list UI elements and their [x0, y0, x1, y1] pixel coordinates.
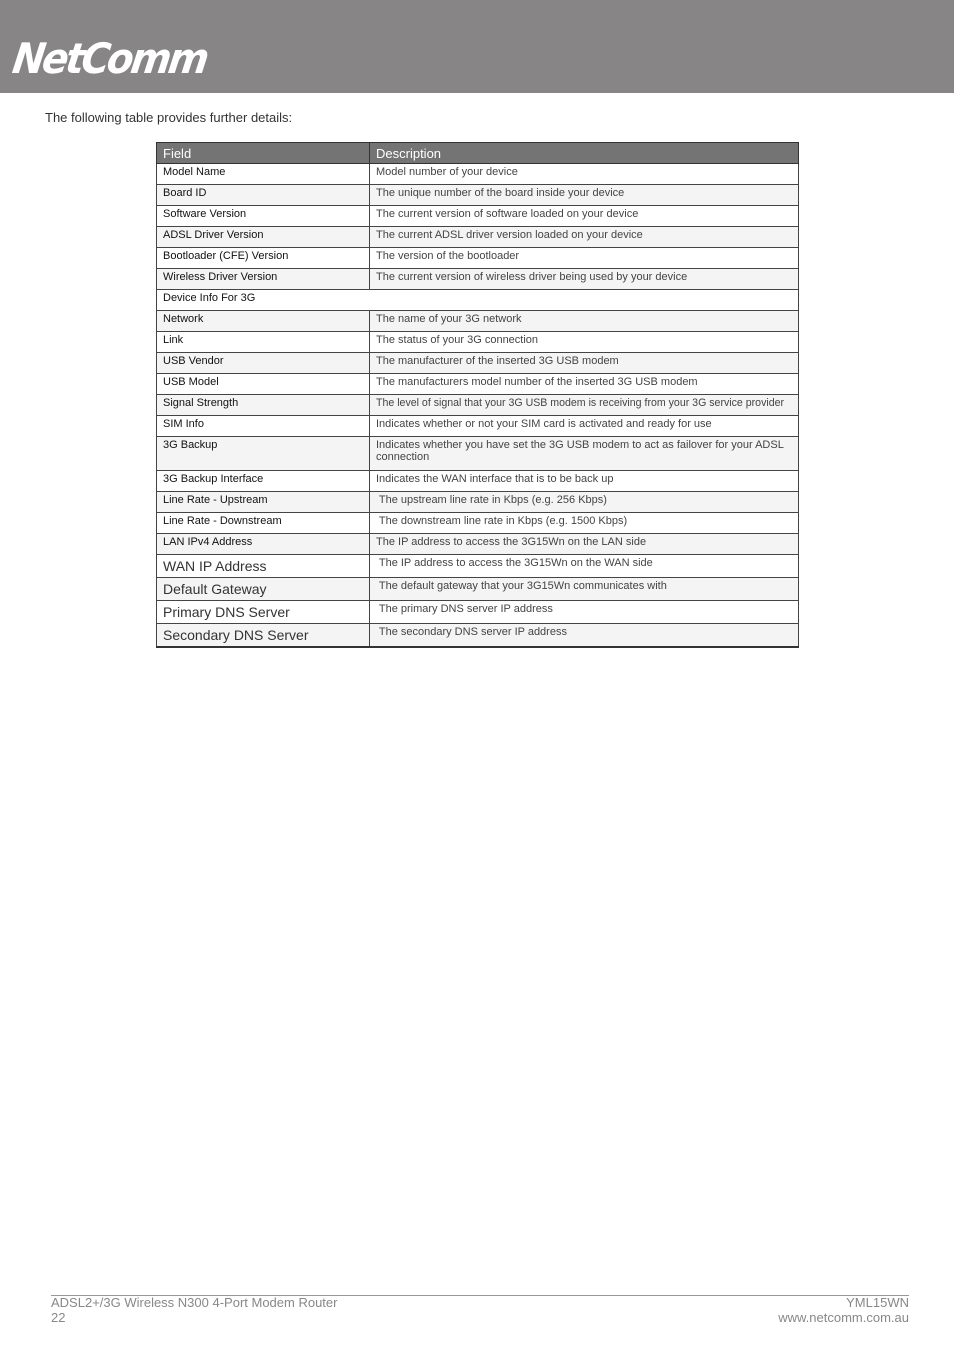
intro-text: The following table provides further details: — [45, 110, 293, 125]
table-row — [157, 311, 799, 332]
table-row — [157, 555, 799, 578]
description-cell: The version of the bootloader — [370, 248, 799, 269]
field-cell: USB Vendor — [157, 353, 370, 374]
table-row — [157, 513, 799, 534]
table-row — [157, 269, 799, 290]
description-cell: The status of your 3G connection — [370, 332, 799, 353]
field-cell: Network — [157, 311, 370, 332]
page-header-band — [0, 0, 954, 93]
field-cell: ADSL Driver Version — [157, 227, 370, 248]
table-row — [157, 395, 799, 416]
field-cell: WAN IP Address — [157, 555, 370, 578]
section-label-cell: Device Info For 3G — [157, 290, 799, 311]
field-cell: Bootloader (CFE) Version — [157, 248, 370, 269]
table-section-row — [157, 290, 799, 311]
table-row — [157, 227, 799, 248]
field-cell: LAN IPv4 Address — [157, 534, 370, 555]
field-cell: Default Gateway — [157, 578, 370, 601]
footer-model: YML15WN — [846, 1295, 909, 1310]
table-row — [157, 601, 799, 624]
description-cell: The manufacturer of the inserted 3G USB modem — [370, 353, 799, 374]
description-cell: Model number of your device — [370, 164, 799, 185]
table-row — [157, 578, 799, 601]
table-row — [157, 353, 799, 374]
description-cell: The current version of software loaded on your device — [370, 206, 799, 227]
description-cell: Indicates whether or not your SIM card is activated and ready for use — [370, 416, 799, 437]
table-header-row — [157, 143, 799, 164]
field-cell: Model Name — [157, 164, 370, 185]
description-cell: The secondary DNS server IP address — [370, 624, 799, 647]
field-cell: Signal Strength — [157, 395, 370, 416]
field-cell: Software Version — [157, 206, 370, 227]
field-cell: 3G Backup — [157, 437, 370, 471]
field-cell: 3G Backup Interface — [157, 471, 370, 492]
field-cell: Board ID — [157, 185, 370, 206]
description-cell: The manufacturers model number of the inserted 3G USB modem — [370, 374, 799, 395]
description-cell: The current ADSL driver version loaded on your device — [370, 227, 799, 248]
description-cell: The level of signal that your 3G USB modem is receiving from your 3G service provider — [370, 395, 799, 416]
field-cell: Link — [157, 332, 370, 353]
description-cell: The downstream line rate in Kbps (e.g. 1500 Kbps) — [370, 513, 799, 534]
table-row — [157, 248, 799, 269]
table-row — [157, 534, 799, 555]
description-cell: Indicates the WAN interface that is to be back up — [370, 471, 799, 492]
description-cell: The current version of wireless driver being used by your device — [370, 269, 799, 290]
field-cell: Line Rate - Upstream — [157, 492, 370, 513]
netcomm-logo: NetComm — [9, 34, 210, 83]
description-cell: The primary DNS server IP address — [370, 601, 799, 624]
description-cell: Indicates whether you have set the 3G USB modem to act as failover for your ADSL connection — [370, 437, 799, 471]
column-header-description: Description — [370, 143, 799, 164]
footer-right — [778, 1295, 909, 1325]
table-row — [157, 185, 799, 206]
table-row — [157, 332, 799, 353]
description-cell: The unique number of the board inside your device — [370, 185, 799, 206]
description-cell: The upstream line rate in Kbps (e.g. 256 Kbps) — [370, 492, 799, 513]
description-cell: The name of your 3G network — [370, 311, 799, 332]
field-cell: SIM Info — [157, 416, 370, 437]
description-cell: The default gateway that your 3G15Wn communicates with — [370, 578, 799, 601]
field-cell: Primary DNS Server — [157, 601, 370, 624]
table-row — [157, 437, 799, 471]
footer-left — [51, 1295, 337, 1325]
table-row — [157, 416, 799, 437]
footer-product-name: ADSL2+/3G Wireless N300 4-Port Modem Router — [51, 1295, 338, 1310]
field-cell: Secondary DNS Server — [157, 624, 370, 647]
table-row — [157, 206, 799, 227]
table-row — [157, 374, 799, 395]
table-row — [157, 624, 799, 647]
description-cell: The IP address to access the 3G15Wn on the LAN side — [370, 534, 799, 555]
table-row — [157, 471, 799, 492]
table-row — [157, 164, 799, 185]
footer-page-number: 22 — [51, 1310, 66, 1325]
column-header-field: Field — [157, 143, 370, 164]
table-row — [157, 492, 799, 513]
field-cell: Line Rate - Downstream — [157, 513, 370, 534]
footer-website: www.netcomm.com.au — [778, 1310, 909, 1325]
field-cell: Wireless Driver Version — [157, 269, 370, 290]
field-cell: USB Model — [157, 374, 370, 395]
details-table — [156, 142, 799, 648]
description-cell: The IP address to access the 3G15Wn on the WAN side — [370, 555, 799, 578]
